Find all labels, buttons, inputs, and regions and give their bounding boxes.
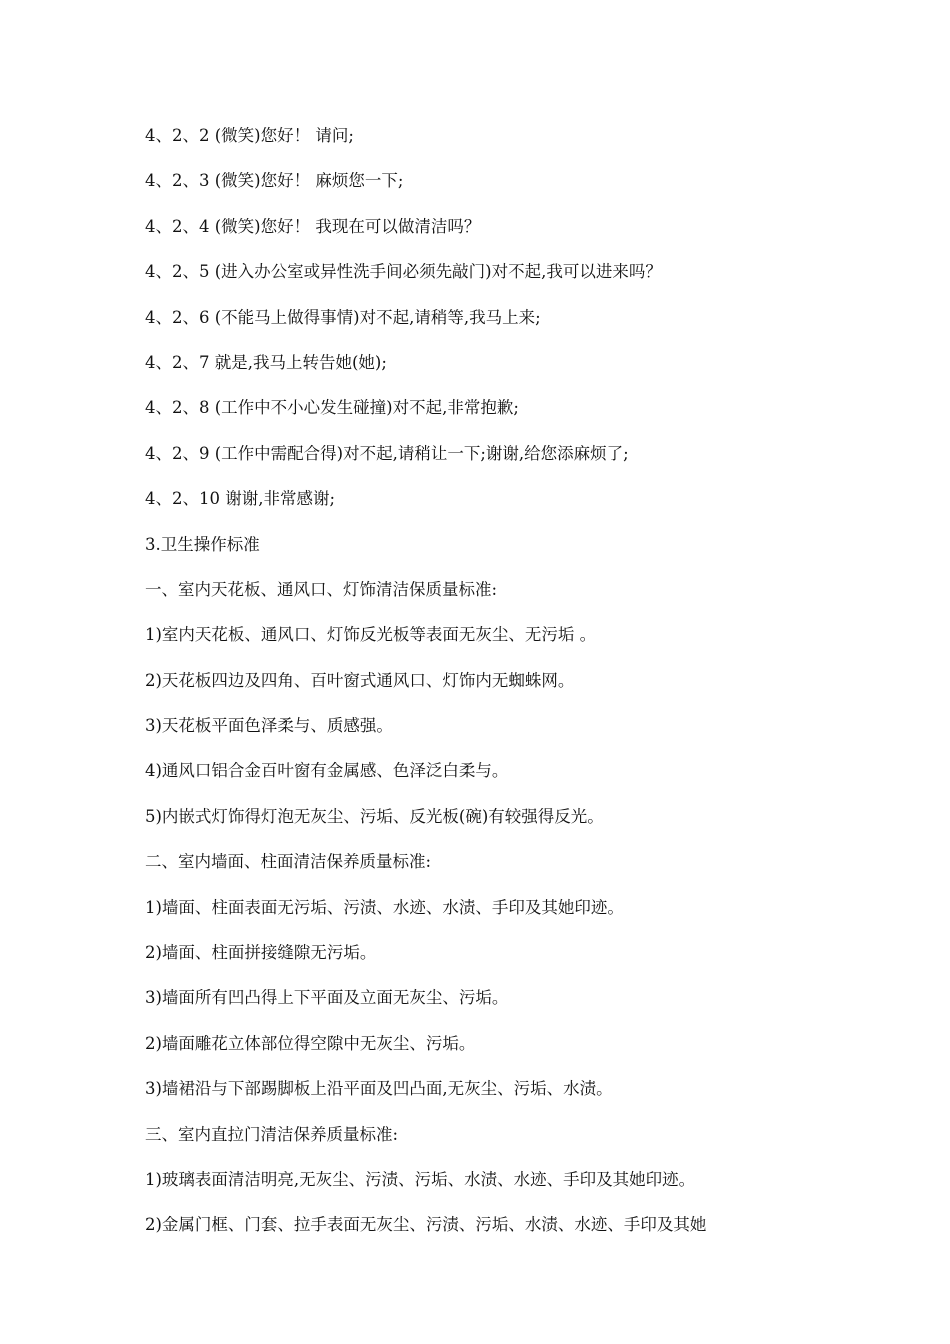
text-line: 4、2、10 谢谢,非常感谢; — [145, 489, 336, 509]
text-line: 4、2、6 (不能马上做得事情)对不起,请稍等,我马上来; — [145, 307, 541, 327]
text-line: 1)玻璃表面清洁明亮,无灰尘、污渍、污垢、水渍、水迹、手印及其她印迹。 — [145, 1169, 696, 1189]
text-line: 3)墙面所有凹凸得上下平面及立面无灰尘、污垢。 — [145, 988, 509, 1008]
text-line: 3)墙裙沿与下部踢脚板上沿平面及凹凸面,无灰尘、污垢、水渍。 — [145, 1079, 613, 1099]
text-line: 2)墙面雕花立体部位得空隙中无灰尘、污垢。 — [145, 1033, 476, 1053]
subsection-heading: 二、室内墙面、柱面清洁保养质量标准: — [145, 852, 432, 872]
text-line: 4、2、7 就是,我马上转告她(她); — [145, 352, 387, 372]
text-line: 2)金属门框、门套、拉手表面无灰尘、污渍、污垢、水渍、水迹、手印及其她 — [145, 1215, 707, 1235]
text-line: 4、2、8 (工作中不小心发生碰撞)对不起,非常抱歉; — [145, 398, 519, 418]
section-heading: 3.卫生操作标准 — [145, 534, 260, 554]
text-line: 2)天花板四边及四角、百叶窗式通风口、灯饰内无蜘蛛网。 — [145, 670, 575, 690]
subsection-heading: 一、室内天花板、通风口、灯饰清洁保质量标准: — [145, 579, 498, 599]
document-body — [145, 120, 845, 1255]
text-line: 4、2、4 (微笑)您好！ 我现在可以做清洁吗？ — [145, 216, 481, 236]
text-line: 1)室内天花板、通风口、灯饰反光板等表面无灰尘、无污垢 。 — [145, 625, 597, 645]
text-line: 3)天花板平面色泽柔与、质感强。 — [145, 716, 393, 736]
text-line: 2)墙面、柱面拼接缝隙无污垢。 — [145, 943, 377, 963]
text-line: 4)通风口铝合金百叶窗有金属感、色泽泛白柔与。 — [145, 761, 509, 781]
text-line: 5)内嵌式灯饰得灯泡无灰尘、污垢、反光板(碗)有较强得反光。 — [145, 806, 604, 826]
text-line: 4、2、3 (微笑)您好！ 麻烦您一下; — [145, 171, 404, 191]
subsection-heading: 三、室内直拉门清洁保养质量标准: — [145, 1124, 399, 1144]
text-line: 4、2、9 (工作中需配合得)对不起,请稍让一下;谢谢,给您添麻烦了; — [145, 443, 629, 463]
text-line: 4、2、5 (进入办公室或异性洗手间必须先敲门)对不起,我可以进来吗？ — [145, 262, 662, 282]
text-line: 4、2、2 (微笑)您好！ 请问; — [145, 126, 354, 145]
text-line: 1)墙面、柱面表面无污垢、污渍、水迹、水渍、手印及其她印迹。 — [145, 897, 624, 917]
